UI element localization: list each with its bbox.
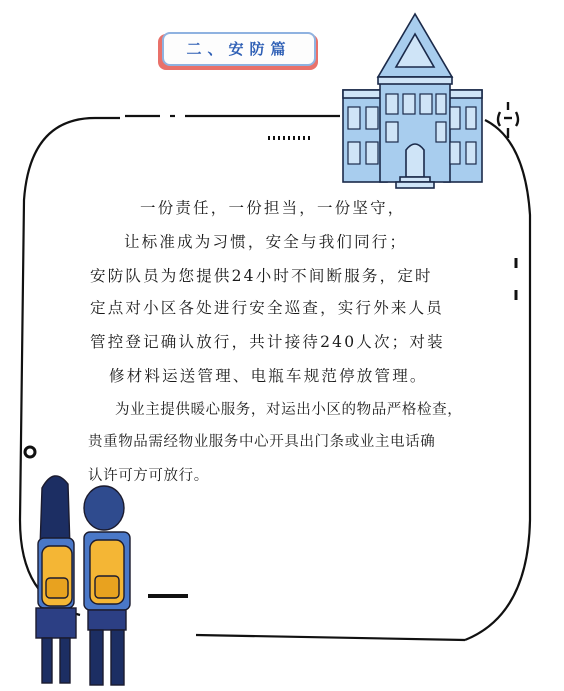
content-line: 让标准成为习惯，安全与我们同行； [124,233,408,251]
content-line: 贵重物品需经物业服务中心开具出门条或业主电话确 [88,434,436,450]
content-line: 修材料运送管理、电瓶车规范停放管理。 [109,367,428,385]
content-line: 管控登记确认放行，共计接待240人次；对装 [90,333,445,351]
content-line: 认许可方可放行。 [88,468,209,484]
content-line: 定点对小区各处进行安全巡查，实行外来人员 [90,299,445,317]
content-line: 为业主提供暖心服务，对运出小区的物品严格检查， [115,402,463,418]
content-line: 安防队员为您提供24小时不间断服务，定时 [90,267,433,285]
school-building-illustration [340,12,485,192]
content-line: 一份责任，一份担当，一份坚守， [140,199,406,217]
students-illustration [28,468,138,688]
section-title-tag [158,32,320,72]
section-title: 二、安防篇 [186,40,292,58]
